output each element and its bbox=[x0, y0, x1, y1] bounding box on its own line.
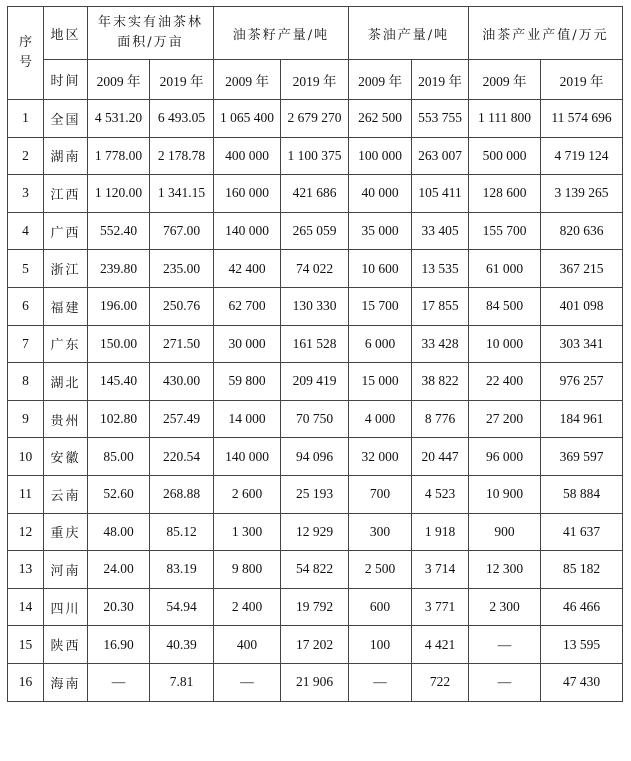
row-number: 5 bbox=[8, 250, 44, 288]
table-row bbox=[8, 513, 623, 551]
table-row bbox=[8, 551, 623, 589]
row-number: 10 bbox=[8, 438, 44, 476]
cell-area-2009: 552.40 bbox=[88, 212, 150, 250]
cell-value-2009: 500 000 bbox=[469, 137, 541, 175]
cell-value-2019: 401 098 bbox=[541, 287, 623, 325]
cell-seed-2019: 17 202 bbox=[281, 626, 349, 664]
cell-seed-2019: 265 059 bbox=[281, 212, 349, 250]
cell-oil-2019: 1 918 bbox=[412, 513, 469, 551]
table-row bbox=[8, 663, 623, 701]
cell-oil-2009: 32 000 bbox=[349, 438, 412, 476]
cell-seed-2019: 161 528 bbox=[281, 325, 349, 363]
cell-area-2019: 2 178.78 bbox=[150, 137, 214, 175]
cell-seed-2009: 1 065 400 bbox=[214, 100, 281, 138]
cell-value-2019: 41 637 bbox=[541, 513, 623, 551]
header-oil-2019: 2019 年 bbox=[412, 60, 469, 100]
cell-area-2019: 40.39 bbox=[150, 626, 214, 664]
cell-oil-2009: — bbox=[349, 663, 412, 701]
cell-seed-2009: 160 000 bbox=[214, 175, 281, 213]
row-region: 安徽 bbox=[44, 438, 88, 476]
cell-area-2019: 257.49 bbox=[150, 400, 214, 438]
cell-value-2009: 2 300 bbox=[469, 588, 541, 626]
cell-area-2009: 4 531.20 bbox=[88, 100, 150, 138]
row-number: 15 bbox=[8, 626, 44, 664]
table-container bbox=[7, 6, 623, 702]
header-area-line1: 年末实有油茶林 bbox=[97, 15, 203, 30]
cell-value-2009: — bbox=[469, 626, 541, 664]
cell-oil-2019: 722 bbox=[412, 663, 469, 701]
cell-seed-2009: 1 300 bbox=[214, 513, 281, 551]
header-oil-2009: 2009 年 bbox=[349, 60, 412, 100]
cell-seed-2019: 74 022 bbox=[281, 250, 349, 288]
cell-area-2019: 430.00 bbox=[150, 363, 214, 401]
row-number: 16 bbox=[8, 663, 44, 701]
row-number: 12 bbox=[8, 513, 44, 551]
cell-oil-2019: 4 421 bbox=[412, 626, 469, 664]
table-row bbox=[8, 400, 623, 438]
row-number: 11 bbox=[8, 475, 44, 513]
cell-oil-2019: 13 535 bbox=[412, 250, 469, 288]
cell-oil-2009: 4 000 bbox=[349, 400, 412, 438]
row-number: 8 bbox=[8, 363, 44, 401]
header-value: 油茶产业产值/万元 bbox=[469, 7, 623, 60]
cell-value-2019: 303 341 bbox=[541, 325, 623, 363]
header-area-line2: 面积/万亩 bbox=[117, 35, 184, 50]
cell-value-2009: 84 500 bbox=[469, 287, 541, 325]
cell-value-2019: 4 719 124 bbox=[541, 137, 623, 175]
header-area-2009: 2009 年 bbox=[88, 60, 150, 100]
cell-oil-2019: 105 411 bbox=[412, 175, 469, 213]
cell-seed-2019: 94 096 bbox=[281, 438, 349, 476]
cell-value-2019: 184 961 bbox=[541, 400, 623, 438]
cell-seed-2019: 209 419 bbox=[281, 363, 349, 401]
cell-area-2009: 20.30 bbox=[88, 588, 150, 626]
cell-oil-2019: 553 755 bbox=[412, 100, 469, 138]
cell-value-2009: 61 000 bbox=[469, 250, 541, 288]
row-region: 海南 bbox=[44, 663, 88, 701]
cell-value-2019: 976 257 bbox=[541, 363, 623, 401]
cell-value-2009: 10 900 bbox=[469, 475, 541, 513]
cell-seed-2019: 70 750 bbox=[281, 400, 349, 438]
cell-value-2019: 47 430 bbox=[541, 663, 623, 701]
cell-area-2009: 24.00 bbox=[88, 551, 150, 589]
header-area bbox=[88, 7, 214, 60]
cell-area-2019: 250.76 bbox=[150, 287, 214, 325]
cell-value-2019: 85 182 bbox=[541, 551, 623, 589]
cell-area-2009: 1 778.00 bbox=[88, 137, 150, 175]
cell-area-2009: 145.40 bbox=[88, 363, 150, 401]
cell-area-2019: 235.00 bbox=[150, 250, 214, 288]
cell-oil-2009: 100 000 bbox=[349, 137, 412, 175]
header-time: 时间 bbox=[44, 60, 88, 100]
cell-oil-2009: 700 bbox=[349, 475, 412, 513]
header-oil: 茶油产量/吨 bbox=[349, 7, 469, 60]
header-region: 地区 bbox=[44, 7, 88, 60]
cell-area-2009: 85.00 bbox=[88, 438, 150, 476]
cell-seed-2009: 30 000 bbox=[214, 325, 281, 363]
cell-seed-2019: 25 193 bbox=[281, 475, 349, 513]
cell-seed-2019: 130 330 bbox=[281, 287, 349, 325]
row-number: 4 bbox=[8, 212, 44, 250]
cell-value-2009: 155 700 bbox=[469, 212, 541, 250]
row-region: 江西 bbox=[44, 175, 88, 213]
cell-oil-2009: 6 000 bbox=[349, 325, 412, 363]
header-value-2009: 2009 年 bbox=[469, 60, 541, 100]
cell-seed-2009: 59 800 bbox=[214, 363, 281, 401]
row-region: 河南 bbox=[44, 551, 88, 589]
table-row bbox=[8, 325, 623, 363]
cell-value-2019: 367 215 bbox=[541, 250, 623, 288]
cell-area-2009: 239.80 bbox=[88, 250, 150, 288]
cell-area-2019: 271.50 bbox=[150, 325, 214, 363]
cell-value-2009: 10 000 bbox=[469, 325, 541, 363]
cell-seed-2019: 2 679 270 bbox=[281, 100, 349, 138]
cell-oil-2019: 33 405 bbox=[412, 212, 469, 250]
table-row bbox=[8, 250, 623, 288]
header-seq bbox=[8, 7, 44, 100]
cell-value-2009: 22 400 bbox=[469, 363, 541, 401]
cell-oil-2019: 33 428 bbox=[412, 325, 469, 363]
header-seq-bottom: 号 bbox=[18, 55, 32, 70]
row-region: 湖北 bbox=[44, 363, 88, 401]
table-body bbox=[8, 100, 623, 702]
cell-value-2019: 46 466 bbox=[541, 588, 623, 626]
cell-seed-2009: 2 600 bbox=[214, 475, 281, 513]
cell-oil-2009: 262 500 bbox=[349, 100, 412, 138]
row-number: 1 bbox=[8, 100, 44, 138]
cell-seed-2019: 19 792 bbox=[281, 588, 349, 626]
cell-area-2019: 7.81 bbox=[150, 663, 214, 701]
table-row bbox=[8, 363, 623, 401]
table-row bbox=[8, 137, 623, 175]
row-number: 13 bbox=[8, 551, 44, 589]
row-region: 陕西 bbox=[44, 626, 88, 664]
cell-seed-2009: 140 000 bbox=[214, 438, 281, 476]
table-row bbox=[8, 626, 623, 664]
cell-oil-2009: 300 bbox=[349, 513, 412, 551]
cell-value-2019: 13 595 bbox=[541, 626, 623, 664]
cell-oil-2009: 40 000 bbox=[349, 175, 412, 213]
cell-value-2019: 369 597 bbox=[541, 438, 623, 476]
cell-area-2019: 268.88 bbox=[150, 475, 214, 513]
cell-seed-2019: 54 822 bbox=[281, 551, 349, 589]
header-seed-2009: 2009 年 bbox=[214, 60, 281, 100]
cell-area-2009: 52.60 bbox=[88, 475, 150, 513]
cell-oil-2009: 600 bbox=[349, 588, 412, 626]
cell-seed-2009: 14 000 bbox=[214, 400, 281, 438]
cell-seed-2009: 9 800 bbox=[214, 551, 281, 589]
header-seq-top: 序 bbox=[18, 35, 32, 50]
cell-oil-2009: 35 000 bbox=[349, 212, 412, 250]
row-region: 广西 bbox=[44, 212, 88, 250]
cell-value-2009: 1 111 800 bbox=[469, 100, 541, 138]
header-seed-2019: 2019 年 bbox=[281, 60, 349, 100]
row-number: 3 bbox=[8, 175, 44, 213]
cell-value-2009: — bbox=[469, 663, 541, 701]
cell-oil-2019: 38 822 bbox=[412, 363, 469, 401]
cell-value-2009: 96 000 bbox=[469, 438, 541, 476]
cell-value-2009: 27 200 bbox=[469, 400, 541, 438]
cell-value-2019: 11 574 696 bbox=[541, 100, 623, 138]
cell-area-2009: 150.00 bbox=[88, 325, 150, 363]
cell-area-2019: 6 493.05 bbox=[150, 100, 214, 138]
row-region: 福建 bbox=[44, 287, 88, 325]
row-number: 9 bbox=[8, 400, 44, 438]
cell-area-2009: 196.00 bbox=[88, 287, 150, 325]
row-region: 广东 bbox=[44, 325, 88, 363]
cell-seed-2019: 21 906 bbox=[281, 663, 349, 701]
table-row bbox=[8, 287, 623, 325]
cell-seed-2009: 140 000 bbox=[214, 212, 281, 250]
cell-seed-2019: 1 100 375 bbox=[281, 137, 349, 175]
table-row bbox=[8, 438, 623, 476]
row-region: 湖南 bbox=[44, 137, 88, 175]
cell-area-2019: 1 341.15 bbox=[150, 175, 214, 213]
cell-seed-2009: — bbox=[214, 663, 281, 701]
table-row bbox=[8, 175, 623, 213]
cell-oil-2009: 2 500 bbox=[349, 551, 412, 589]
row-number: 14 bbox=[8, 588, 44, 626]
row-number: 6 bbox=[8, 287, 44, 325]
row-region: 贵州 bbox=[44, 400, 88, 438]
cell-area-2009: 1 120.00 bbox=[88, 175, 150, 213]
cell-area-2009: 16.90 bbox=[88, 626, 150, 664]
table-row bbox=[8, 212, 623, 250]
table-row bbox=[8, 100, 623, 138]
cell-oil-2009: 15 700 bbox=[349, 287, 412, 325]
cell-oil-2019: 17 855 bbox=[412, 287, 469, 325]
cell-seed-2009: 62 700 bbox=[214, 287, 281, 325]
cell-oil-2009: 100 bbox=[349, 626, 412, 664]
row-region: 四川 bbox=[44, 588, 88, 626]
cell-area-2019: 54.94 bbox=[150, 588, 214, 626]
cell-seed-2009: 400 000 bbox=[214, 137, 281, 175]
cell-value-2009: 900 bbox=[469, 513, 541, 551]
cell-seed-2009: 400 bbox=[214, 626, 281, 664]
cell-area-2019: 85.12 bbox=[150, 513, 214, 551]
cell-area-2009: — bbox=[88, 663, 150, 701]
cell-oil-2019: 20 447 bbox=[412, 438, 469, 476]
camellia-oil-table bbox=[7, 6, 623, 702]
cell-oil-2009: 15 000 bbox=[349, 363, 412, 401]
cell-seed-2009: 2 400 bbox=[214, 588, 281, 626]
cell-value-2009: 12 300 bbox=[469, 551, 541, 589]
cell-value-2019: 3 139 265 bbox=[541, 175, 623, 213]
cell-oil-2019: 3 714 bbox=[412, 551, 469, 589]
cell-value-2019: 58 884 bbox=[541, 475, 623, 513]
header-seed: 油茶籽产量/吨 bbox=[214, 7, 349, 60]
cell-seed-2019: 12 929 bbox=[281, 513, 349, 551]
cell-area-2009: 48.00 bbox=[88, 513, 150, 551]
cell-seed-2009: 42 400 bbox=[214, 250, 281, 288]
cell-oil-2019: 4 523 bbox=[412, 475, 469, 513]
table-row bbox=[8, 588, 623, 626]
header-value-2019: 2019 年 bbox=[541, 60, 623, 100]
cell-value-2019: 820 636 bbox=[541, 212, 623, 250]
row-region: 浙江 bbox=[44, 250, 88, 288]
cell-area-2009: 102.80 bbox=[88, 400, 150, 438]
row-number: 7 bbox=[8, 325, 44, 363]
cell-value-2009: 128 600 bbox=[469, 175, 541, 213]
cell-area-2019: 767.00 bbox=[150, 212, 214, 250]
table-row bbox=[8, 475, 623, 513]
cell-oil-2019: 3 771 bbox=[412, 588, 469, 626]
row-region: 重庆 bbox=[44, 513, 88, 551]
row-number: 2 bbox=[8, 137, 44, 175]
cell-oil-2019: 8 776 bbox=[412, 400, 469, 438]
row-region: 全国 bbox=[44, 100, 88, 138]
cell-oil-2009: 10 600 bbox=[349, 250, 412, 288]
cell-oil-2019: 263 007 bbox=[412, 137, 469, 175]
cell-area-2019: 83.19 bbox=[150, 551, 214, 589]
cell-area-2019: 220.54 bbox=[150, 438, 214, 476]
row-region: 云南 bbox=[44, 475, 88, 513]
header-area-2019: 2019 年 bbox=[150, 60, 214, 100]
cell-seed-2019: 421 686 bbox=[281, 175, 349, 213]
